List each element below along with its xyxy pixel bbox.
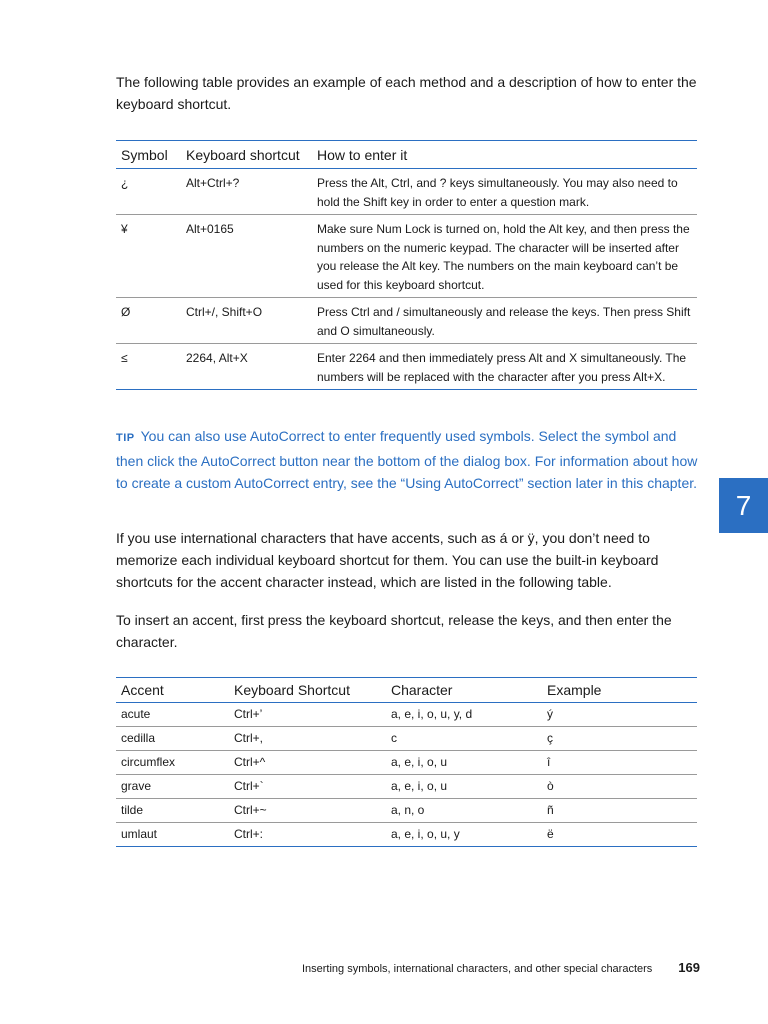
shortcut-cell: Ctrl+’ — [229, 703, 386, 727]
symbol-cell: ¥ — [116, 215, 181, 298]
running-footer-text: Inserting symbols, international characters, and other special characters — [301, 963, 653, 975]
character-cell: a, n, o — [386, 799, 542, 823]
accent-cell: acute — [116, 703, 229, 727]
example-cell: ñ — [542, 799, 697, 823]
accents-paragraph: If you use international characters that have accents, such as á or ÿ, you don’t need to memorize each individual keyboard shortcut for them. You can use the built-in keyboard shortcuts for the accent character instead, which are listed in the following table. — [116, 530, 659, 590]
example-cell: ë — [542, 823, 697, 847]
insert-accent-paragraph: To insert an accent, first press the keyboard shortcut, release the keys, and then enter the character. — [116, 612, 672, 650]
shortcut-cell: Ctrl+/, Shift+O — [181, 298, 312, 344]
symbol-table-header — [116, 141, 697, 169]
instructions-cell: Enter 2264 and then immediately press Alt and X simultaneously. The numbers will be replaced with the character after you press Alt+X. — [312, 344, 697, 390]
column-header-accent: Accent — [116, 678, 229, 703]
chapter-tab: 7 — [719, 478, 768, 533]
column-header-how-to-enter: How to enter it — [312, 141, 697, 169]
shortcut-cell: Alt+Ctrl+? — [181, 169, 312, 215]
tip-note — [116, 425, 700, 495]
column-header-keyboard-shortcut: Keyboard shortcut — [181, 141, 312, 169]
symbol-table — [116, 140, 697, 390]
instructions-cell: Press the Alt, Ctrl, and ? keys simultaneously. You may also need to hold the Shift key in order to enter a question mark. — [312, 169, 697, 215]
example-cell: ò — [542, 775, 697, 799]
table-row — [116, 169, 697, 215]
accent-table-header — [116, 678, 697, 703]
accent-cell: circumflex — [116, 751, 229, 775]
accent-cell: umlaut — [116, 823, 229, 847]
example-cell: ç — [542, 727, 697, 751]
column-header-symbol: Symbol — [116, 141, 181, 169]
intro-paragraph: The following table provides an example of each method and a description of how to enter the keyboard shortcut. — [116, 74, 697, 112]
column-header-character: Character — [386, 678, 542, 703]
instructions-cell: Make sure Num Lock is turned on, hold the Alt key, and then press the numbers on the numeric keypad. The character will be inserted after you release the Alt key. The numbers on the main keyboard can’t be used for this keyboard shortcut. — [312, 215, 697, 298]
accent-cell: grave — [116, 775, 229, 799]
table-row — [116, 799, 697, 823]
table-row — [116, 298, 697, 344]
accent-cell: tilde — [116, 799, 229, 823]
page-footer — [302, 960, 700, 975]
page-number: 169 — [678, 960, 700, 975]
character-cell: c — [386, 727, 542, 751]
table-row — [116, 703, 697, 727]
example-cell: ý — [542, 703, 697, 727]
table-row — [116, 751, 697, 775]
character-cell: a, e, i, o, u, y — [386, 823, 542, 847]
character-cell: a, e, i, o, u — [386, 775, 542, 799]
table-row — [116, 727, 697, 751]
symbol-cell: ¿ — [116, 169, 181, 215]
table-row — [116, 215, 697, 298]
shortcut-cell: Ctrl+~ — [229, 799, 386, 823]
shortcut-cell: Alt+0165 — [181, 215, 312, 298]
tip-text: You can also use AutoCorrect to enter frequently used symbols. Select the symbol and then click the AutoCorrect button near the bottom of the dialog box. For information about how to create a custom AutoCorrect entry, see the “Using AutoCorrect” section later in this chapter. — [116, 428, 698, 491]
shortcut-cell: Ctrl+` — [229, 775, 386, 799]
instructions-cell: Press Ctrl and / simultaneously and release the keys. Then press Shift and O simultaneously. — [312, 298, 697, 344]
character-cell: a, e, i, o, u, y, d — [386, 703, 542, 727]
accent-table — [116, 677, 697, 847]
shortcut-cell: Ctrl+: — [229, 823, 386, 847]
shortcut-cell: Ctrl+^ — [229, 751, 386, 775]
symbol-cell: Ø — [116, 298, 181, 344]
character-cell: a, e, i, o, u — [386, 751, 542, 775]
tip-label: TIP — [116, 432, 135, 444]
example-cell: î — [542, 751, 697, 775]
shortcut-cell: Ctrl+, — [229, 727, 386, 751]
symbol-cell: ≤ — [116, 344, 181, 390]
accent-cell: cedilla — [116, 727, 229, 751]
table-row — [116, 775, 697, 799]
table-row — [116, 823, 697, 847]
column-header-keyboard-shortcut: Keyboard Shortcut — [229, 678, 386, 703]
shortcut-cell: 2264, Alt+X — [181, 344, 312, 390]
table-row — [116, 344, 697, 390]
column-header-example: Example — [542, 678, 697, 703]
